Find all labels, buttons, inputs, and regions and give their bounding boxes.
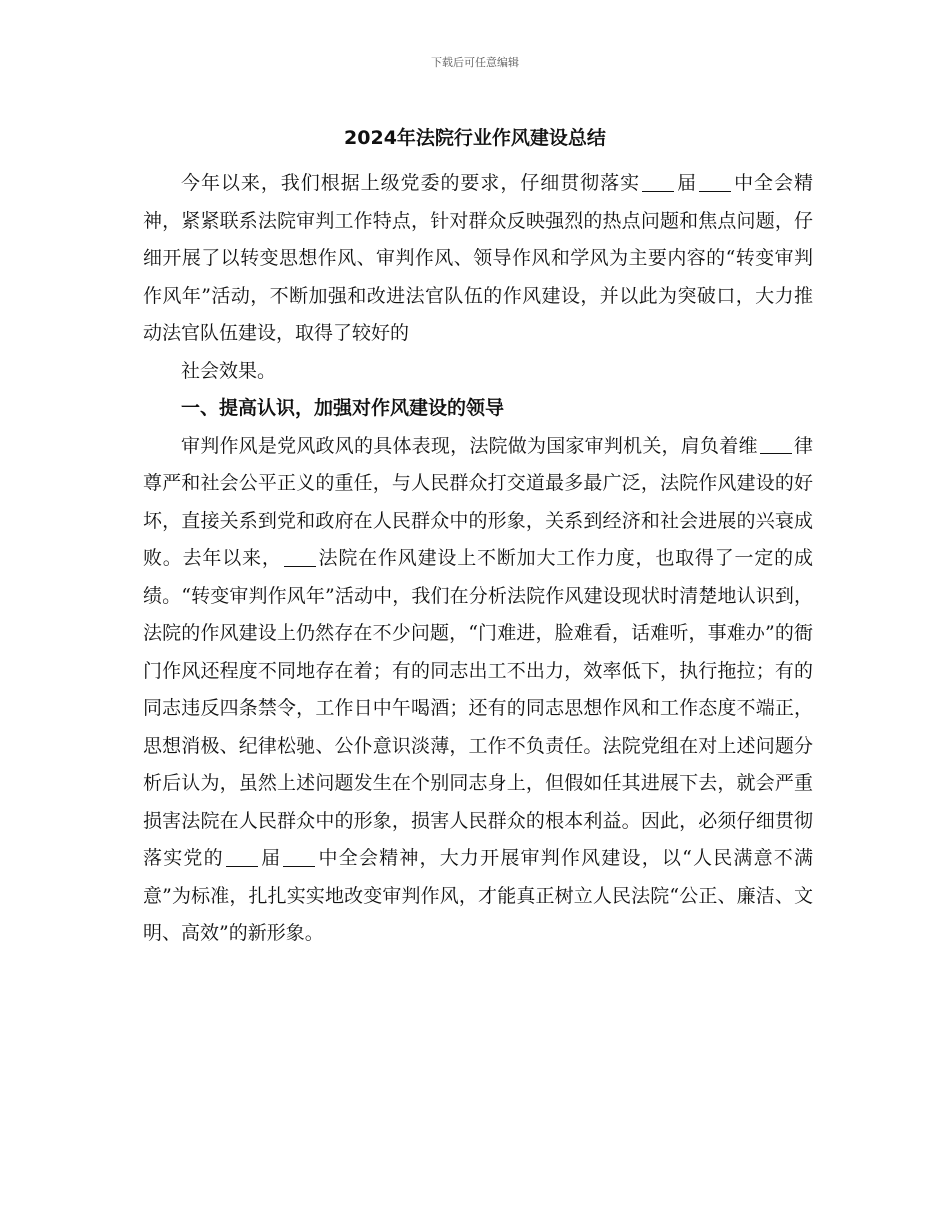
document-body bbox=[143, 165, 813, 953]
text-span: 届 bbox=[676, 172, 698, 194]
text-span: 今年以来，我们根据上级党委的要求，仔细贯彻落实 bbox=[181, 172, 641, 194]
paragraph-section-1 bbox=[143, 428, 813, 953]
text-span: 法院在作风建设上不断加大工作力度，也取得了一定的成绩。“转变审判作风年”活动中，我们在分析法院作风建设现状时清楚地认识到，法院的作风建设上仍然存在不少问题，“门难进，脸难看，话难听，事难办”的衙门作风还程度不同地存在着；有的同志出工不出力，效率低下，执行拖拉；有的同志违反四条禁令，工作日中午喝酒；还有的同志思想作风和工作态度不端正，思想消极、纪律松驰、公仆意识淡薄，工作不负责任。法院党组在对上述问题分析后认为，虽然上述问题发生在个别同志身上，但假如任其进展下去，就会严重损害法院在人民群众中的形象，损害人民群众的根本利益。因此，必须仔细贯彻落实党的 bbox=[143, 547, 813, 869]
blank-line bbox=[699, 172, 731, 192]
text-span: 审判作风是党风政风的具体表现，法院做为国家审判机关，肩负着维 bbox=[181, 434, 758, 457]
text-span: 中全会精神，紧紧联系法院审判工作特点，针对群众反映强烈的热点问题和焦点问题，仔细开展了以转变思想作风、审判作风、领导作风和学风为主要内容的“转变审判作风年”活动，不断加强和改进法官队伍的作风建设，并以此为突破口，大力推动法官队伍建设，取得了较好的 bbox=[143, 172, 813, 344]
blank-line bbox=[760, 434, 792, 454]
text-span: 届 bbox=[259, 847, 282, 869]
page-header: 下载后可任意编辑 bbox=[431, 56, 519, 69]
section-heading-1: 一、提高认识，加强对作风建设的领导 bbox=[181, 397, 505, 419]
blank-line bbox=[283, 847, 315, 867]
paragraph-effect: 社会效果。 bbox=[181, 359, 277, 382]
document-title: 2024年法院行业作风建设总结 bbox=[344, 127, 606, 149]
blank-line bbox=[642, 172, 674, 192]
blank-line bbox=[284, 547, 316, 567]
text-span: 中全会精神，大力开展审判作风建设，以“人民满意不满意”为标准，扎扎实实地改变审判作风，才能真正树立人民法院“公正、廉洁、文明、高效”的新形象。 bbox=[143, 847, 813, 944]
paragraph-intro bbox=[143, 165, 813, 353]
text-span: 律尊严和社会公平正义的重任，与人民群众打交道最多最广泛，法院作风建设的好坏，直接关系到党和政府在人民群众中的形象，关系到经济和社会进展的兴衰成败。去年以来， bbox=[143, 434, 813, 569]
blank-line bbox=[226, 847, 258, 867]
